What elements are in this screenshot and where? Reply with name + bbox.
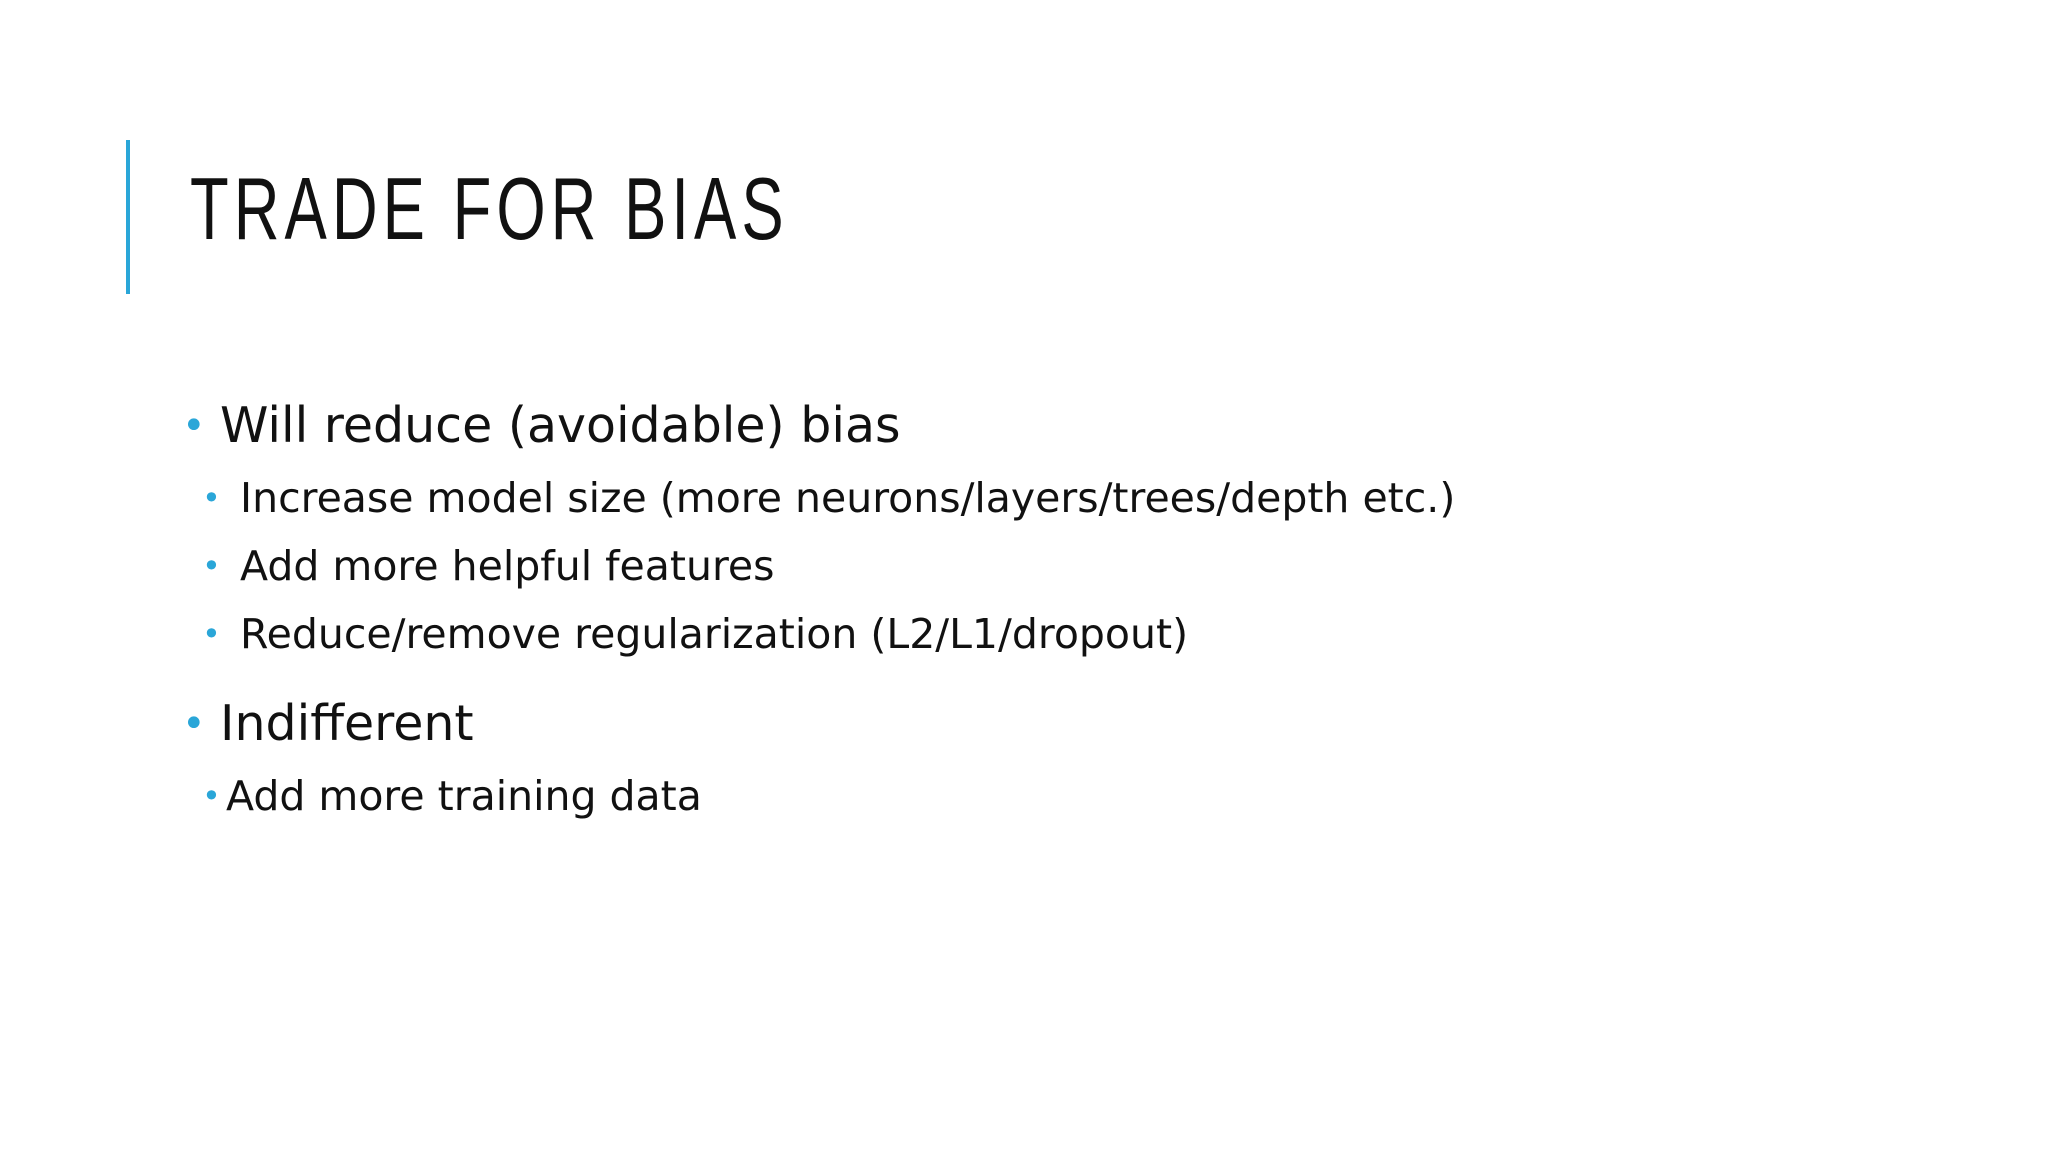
title-accent-bar	[126, 140, 130, 294]
bullet-dot-icon: •	[202, 479, 221, 517]
bullet-text: Reduce/remove regularization (L2/L1/dropout)	[240, 610, 1189, 658]
bullet-level-2	[180, 600, 1960, 668]
bullet-dot-icon: •	[202, 547, 221, 585]
bullet-text: Increase model size (more neurons/layers/trees/depth etc.)	[240, 474, 1456, 522]
section-gap	[180, 668, 1960, 686]
bullet-text: Add more training data	[226, 772, 702, 820]
bullet-text: Will reduce (avoidable) bias	[220, 397, 901, 454]
slide-body	[180, 388, 1960, 830]
bullet-dot-icon: •	[202, 777, 221, 815]
bullet-text: Add more helpful features	[240, 542, 775, 590]
bullet-level-1	[180, 388, 1960, 464]
bullet-text: Indifferent	[220, 695, 474, 752]
bullet-level-2	[180, 464, 1960, 532]
bullet-dot-icon: •	[182, 403, 206, 449]
bullet-dot-icon: •	[182, 701, 206, 747]
bullet-level-2	[180, 532, 1960, 600]
bullet-level-2	[180, 762, 1960, 830]
slide-title: TRADE FOR BIAS	[190, 159, 789, 258]
bullet-level-1	[180, 686, 1960, 762]
bullet-dot-icon: •	[202, 615, 221, 653]
